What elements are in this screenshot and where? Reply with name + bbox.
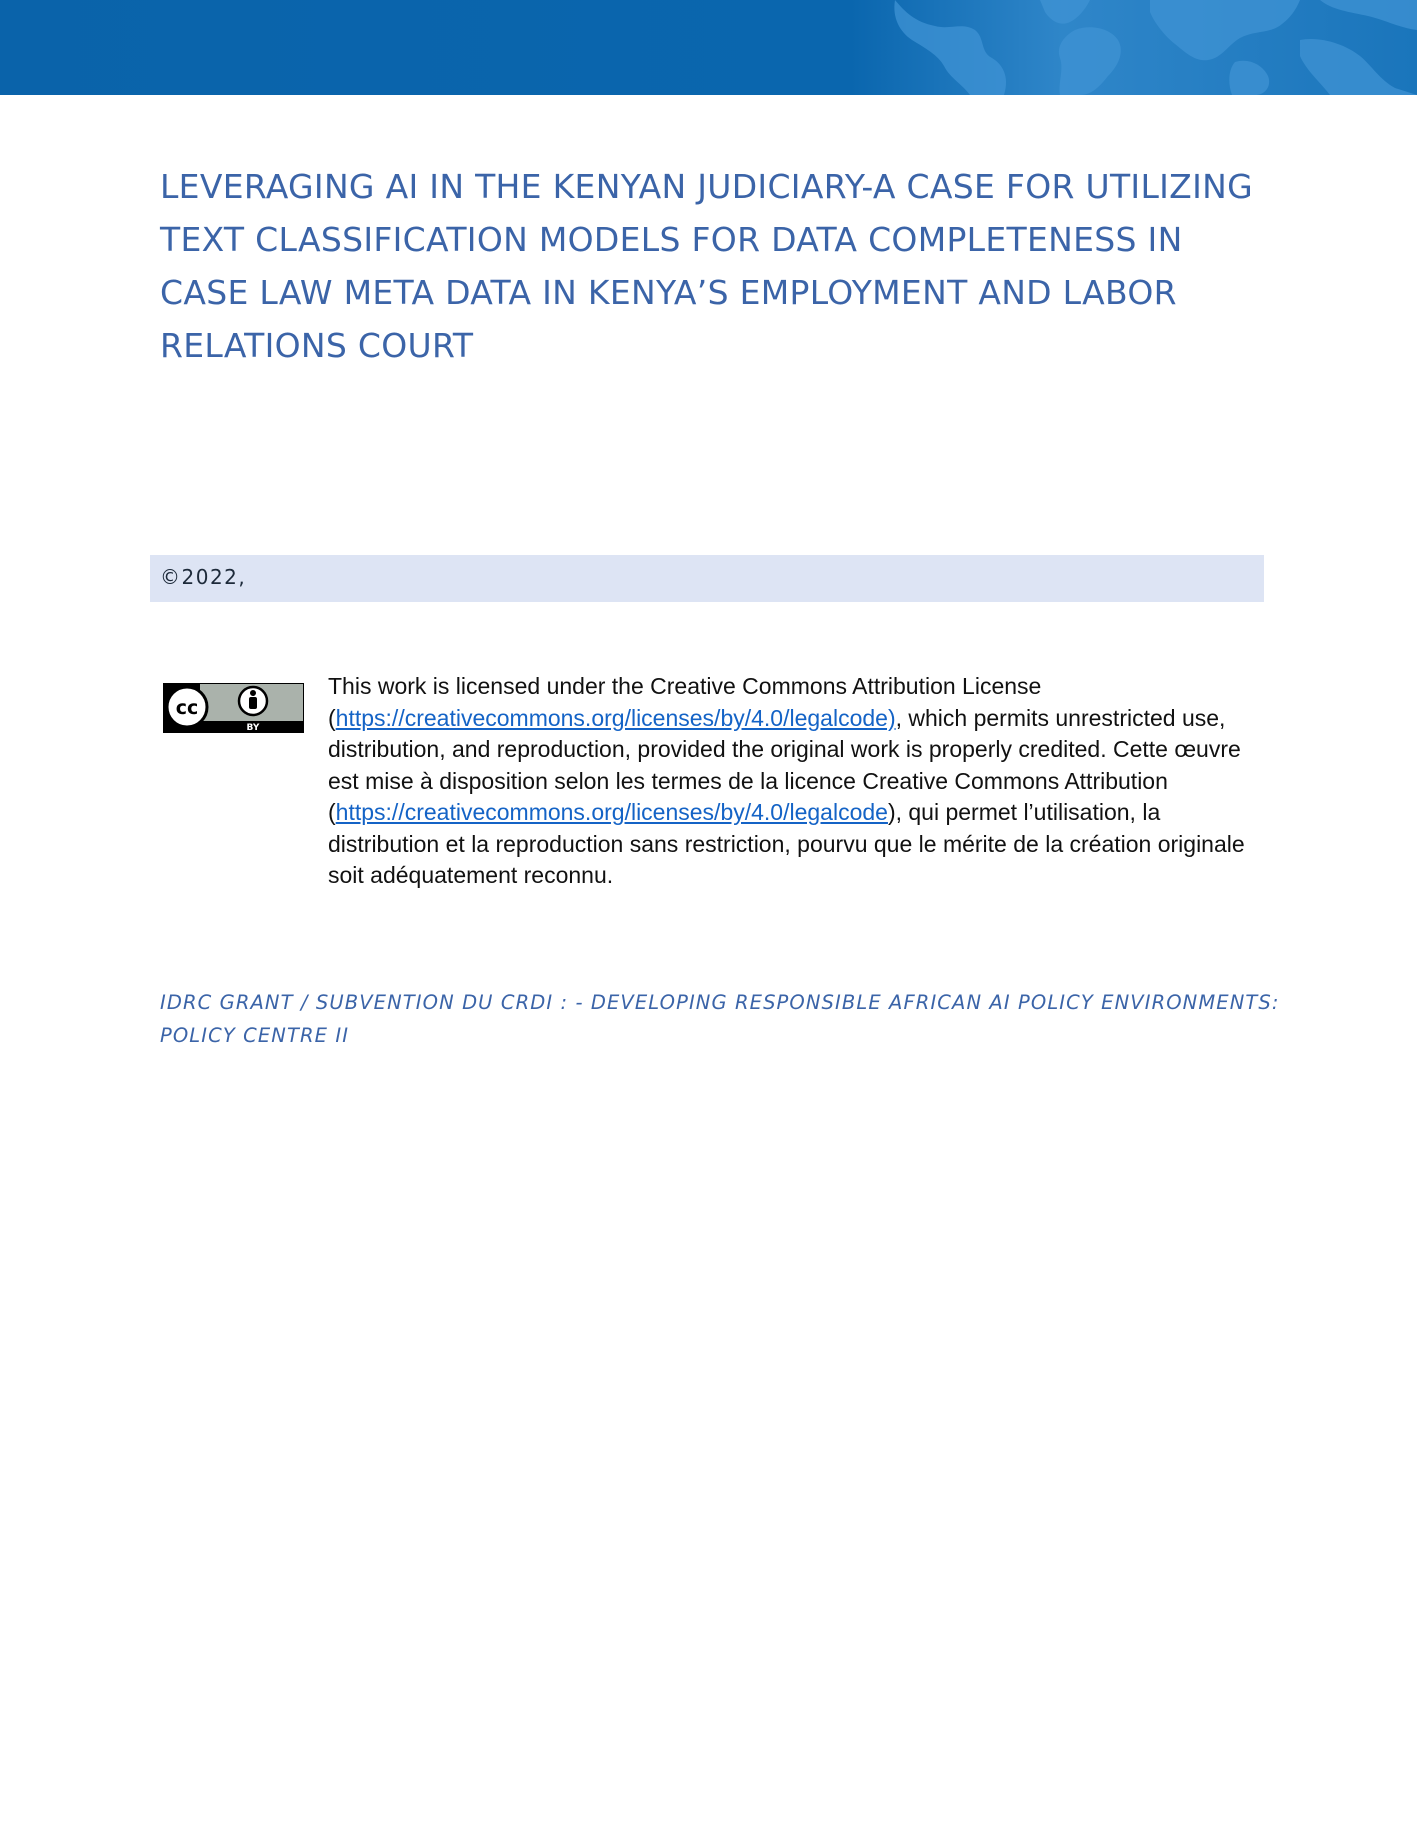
license-fr-intro: Cette œuvre est mise à disposition selon les termes de la licence Creative Commons Attribution ( xyxy=(328,736,1241,825)
grant-statement: IDRC GRANT / SUBVENTION DU CRDI : - DEVELOPING RESPONSIBLE AFRICAN AI POLICY ENVIRONMENTS: POLICY CENTRE II xyxy=(160,991,1280,1047)
creative-commons-by-icon[interactable] xyxy=(163,683,304,733)
license-fr-rest: ), qui permet l’utilisation, la distribution et la reproduction sans restriction, pourvu que le mérite de la création originale soit adéquatement reconnu. xyxy=(328,799,1245,888)
license-statement xyxy=(328,671,1268,892)
world-map-graphic xyxy=(0,0,1417,95)
license-link-fr[interactable]: https://creativecommons.org/licenses/by/4.0/legalcode xyxy=(335,799,888,825)
copyright-notice: ©2022, xyxy=(160,565,247,589)
svg-text:cc: cc xyxy=(175,697,199,719)
license-en-intro: This work is licensed under the Creative Commons Attribution License ( xyxy=(328,673,1042,731)
top-banner xyxy=(0,0,1417,95)
license-en-rest: , which permits unrestricted use, distribution, and reproduction, provided the original work is properly credited. xyxy=(328,704,1226,762)
svg-text:BY: BY xyxy=(246,723,260,733)
document-title: LEVERAGING AI IN THE KENYAN JUDICIARY-A CASE FOR UTILIZING TEXT CLASSIFICATION MODELS FOR DATA COMPLETENESS IN CASE LAW META DATA IN KENYA’S EMPLOYMENT AND LABOR RELATIONS COURT xyxy=(160,167,1253,365)
copyright-bar xyxy=(150,555,1264,602)
license-link-en[interactable]: https://creativecommons.org/licenses/by/4.0/legalcode) xyxy=(335,704,896,731)
